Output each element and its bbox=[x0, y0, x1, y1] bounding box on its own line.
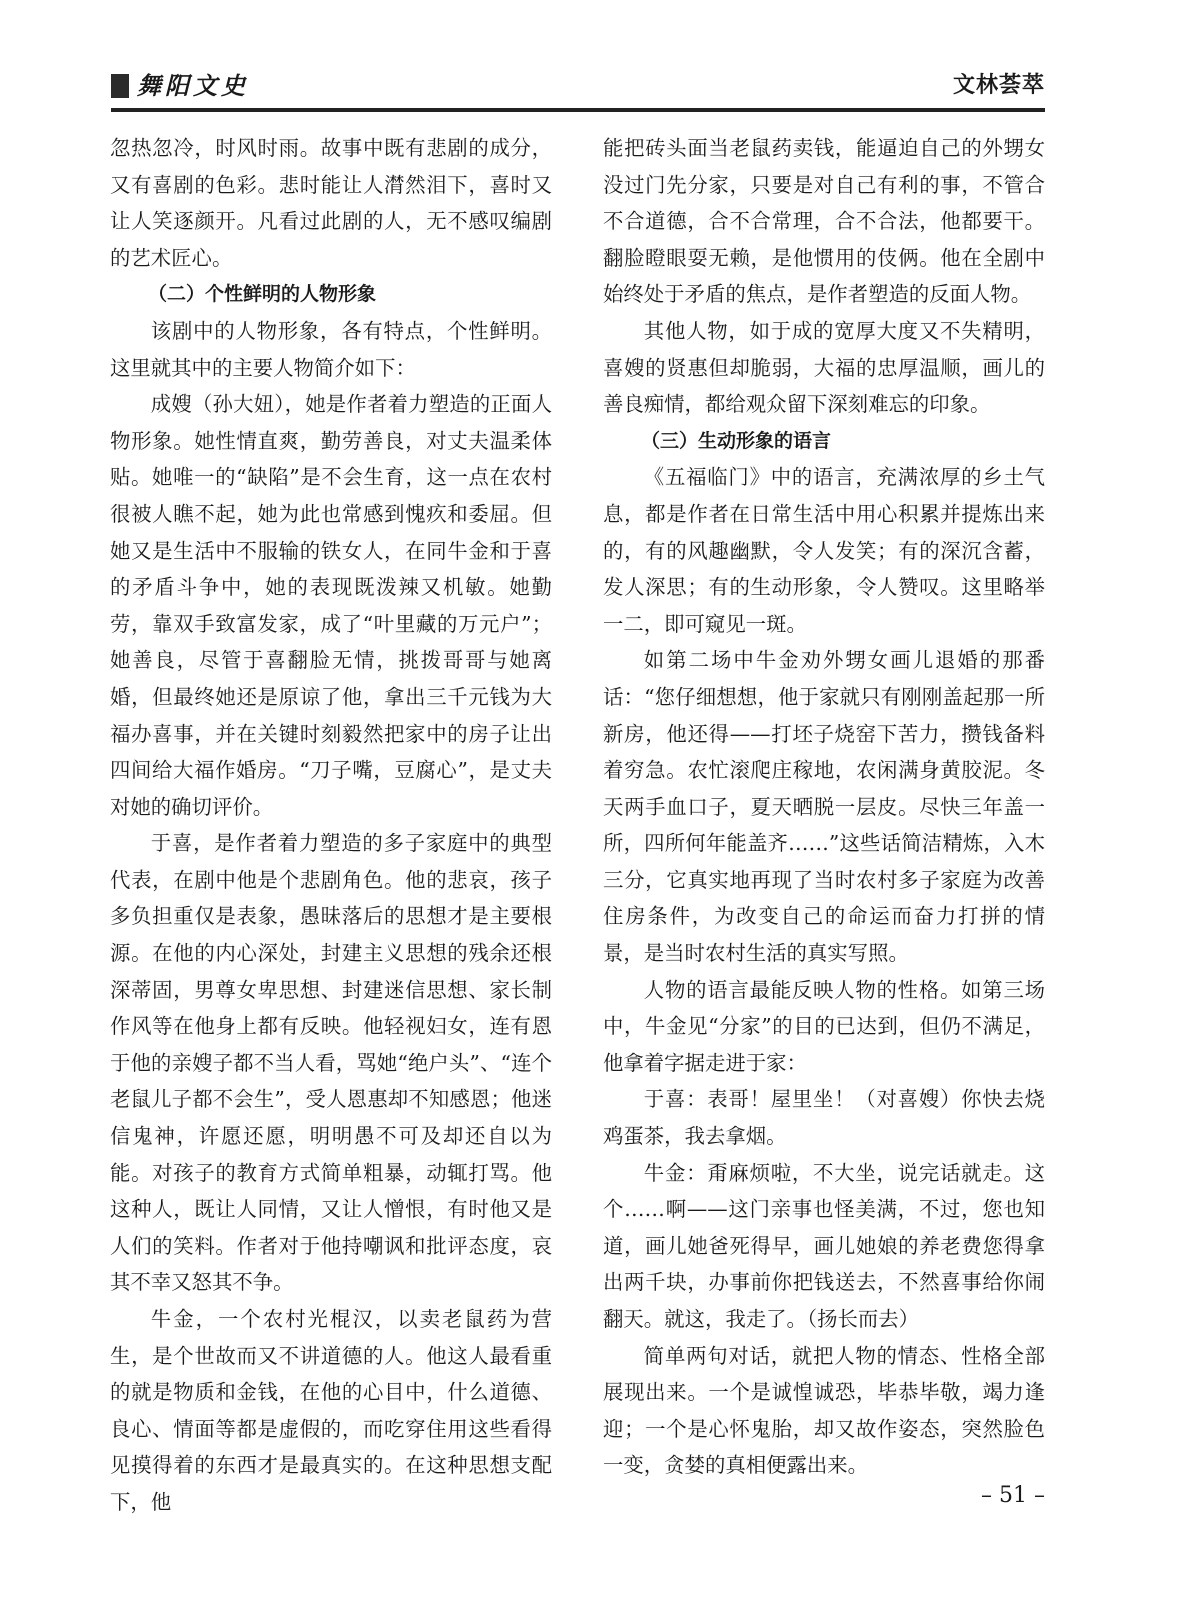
paragraph: 如第二场中牛金劝外甥女画儿退婚的那番话：“您仔细想想，他于家就只有刚刚盖起那一所新房，他还得——打坯子烧窑下苦力，攒钱备料着穷急。农忙滚爬庄稼地，农闲满身黄胶泥。冬天两手血口子，夏天晒脱一层皮。尽快三年盖一所，四所何年能盖齐……”这些话简洁精炼，入木三分，它真实地再现了当时农村多子家庭为改善住房条件，为改变自己的命运而奋力打拼的情景，是当时农村生活的真实写照。 bbox=[603, 648, 1045, 966]
paragraph: 该剧中的人物形象，各有特点，个性鲜明。这里就其中的主要人物简介如下： bbox=[110, 318, 552, 380]
journal-title: 舞阳文史 bbox=[137, 71, 249, 100]
paragraph: 成嫂（孙大妞），她是作者着力塑造的正面人物形象。她性情直爽，勤劳善良，对丈夫温柔体贴。她唯一的“缺陷”是不会生育，这一点在农村很被人瞧不起，她为此也常感到愧疚和委屈。但她又是生活中不服输的铁女人，在同牛金和于喜的矛盾斗争中，她的表现既泼辣又机敏。她勤劳，靠双手致富发家，成了“叶里藏的万元户”；她善良，尽管于喜翻脸无情，挑拨哥哥与她离婚，但最终她还是原谅了他，拿出三千元钱为大福办喜事，并在关键时刻毅然把家中的房子让出四间给大福作婚房。“刀子嘴，豆腐心”，是丈夫对她的确切评价。 bbox=[110, 392, 552, 819]
page-number: – 51 – bbox=[981, 1483, 1045, 1508]
paragraph: 人物的语言最能反映人物的性格。如第三场中，牛金见“分家”的目的已达到，但仍不满足，他拿着字据走进于家： bbox=[603, 977, 1045, 1075]
dialogue-line: 于喜：表哥！屋里坐！（对喜嫂）你快去烧鸡蛋茶，我去拿烟。 bbox=[603, 1087, 1045, 1149]
dialogue-line: 牛金：甭麻烦啦，不大坐，说完话就走。这个……啊——这门亲事也怪美满，不过，您也知道，画儿她爸死得早，画儿她娘的养老费您得拿出两千块，办事前你把钱送去，不然喜事给你闹翻天。就这，我走了。（扬长而去） bbox=[603, 1160, 1045, 1331]
section-heading: （二）个性鲜明的人物形象 bbox=[148, 283, 377, 306]
page-header bbox=[111, 68, 1045, 112]
paragraph: 于喜，是作者着力塑造的多子家庭中的典型代表，在剧中他是个悲剧角色。他的悲哀，孩子多负担重仅是表象，愚昧落后的思想才是主要根源。在他的内心深处，封建主义思想的残余还根深蒂固，男尊女卑思想、封建迷信思想、家长制作风等在他身上都有反映。他轻视妇女，连有恩于他的亲嫂子都不当人看，骂她“绝户头”、“连个老鼠儿子都不会生”，受人恩惠却不知感恩；他迷信鬼神，许愿还愿，明明愚不可及却还自以为能。对孩子的教育方式简单粗暴，动辄打骂。他这种人，既让人同情，又让人憎恨，有时他又是人们的笑料。作者对于他持嘲讽和批评态度，哀其不幸又怒其不争。 bbox=[110, 831, 552, 1295]
paragraph: 忽热忽冷，时风时雨。故事中既有悲剧的成分，又有喜剧的色彩。悲时能让人潸然泪下，喜时又让人笑逐颜开。凡看过此剧的人，无不感叹编剧的艺术匠心。 bbox=[110, 136, 552, 270]
section-heading: （三）生动形象的语言 bbox=[641, 429, 832, 452]
section-title: 文林荟萃 bbox=[952, 73, 1045, 98]
left-column bbox=[110, 130, 552, 1521]
right-column bbox=[603, 130, 1045, 1484]
paragraph: 简单两句对话，就把人物的情态、性格全部展现出来。一个是诚惶诚恐，毕恭毕敬，竭力逢迎；一个是心怀鬼胎，却又故作姿态，突然脸色一变，贪婪的真相便露出来。 bbox=[603, 1343, 1045, 1478]
paragraph: 《五福临门》中的语言，充满浓厚的乡土气息，都是作者在日常生活中用心积累并提炼出来的，有的风趣幽默，令人发笑；有的深沉含蓄，发人深思；有的生动形象，令人赞叹。这里略举一二，即可窥见一斑。 bbox=[603, 465, 1045, 636]
header-block-icon bbox=[111, 74, 129, 98]
paragraph: 牛金，一个农村光棍汉，以卖老鼠药为营生，是个世故而又不讲道德的人。他这人最看重的就是物质和金钱，在他的心目中，什么道德、良心、情面等都是虚假的，而吃穿住用这些看得见摸得着的东西才是最真实的。在这种思想支配下，他 bbox=[110, 1307, 552, 1514]
paragraph: 其他人物，如于成的宽厚大度又不失精明，喜嫂的贤惠但却脆弱，大福的忠厚温顺，画儿的善良痴情，都给观众留下深刻难忘的印象。 bbox=[603, 318, 1045, 417]
paragraph: 能把砖头面当老鼠药卖钱，能逼迫自己的外甥女没过门先分家，只要是对自己有利的事，不管合不合道德，合不合常理，合不合法，他都要干。翻脸瞪眼耍无赖，是他惯用的伎俩。他在全剧中始终处于矛盾的焦点，是作者塑造的反面人物。 bbox=[603, 136, 1045, 307]
